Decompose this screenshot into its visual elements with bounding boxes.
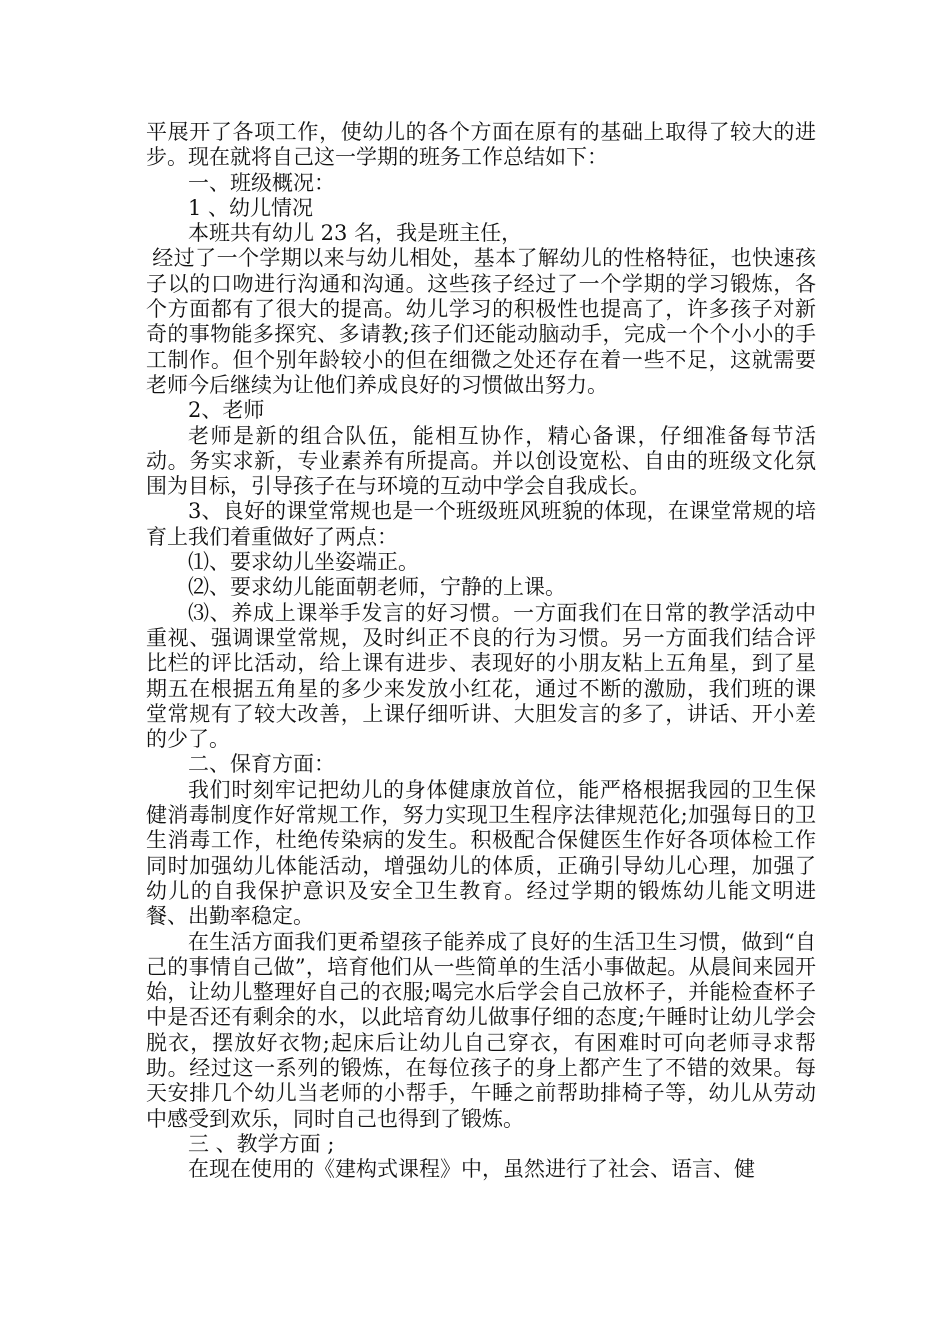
intro-paragraph: 平展开了各项工作，使幼儿的各个方面在原有的基础上取得了较大的进步。现在就将自己这一学期的班务工作总结如下：	[146, 120, 816, 170]
section-heading-class-overview: 一、班级概况：	[188, 170, 335, 195]
section-heading-care: 二、保育方面：	[188, 752, 335, 777]
routine-item-1: ⑴、要求幼儿坐姿端正。	[188, 550, 419, 575]
children-progress-paragraph: 经过了一个学期以来与幼儿相处，基本了解幼儿的性格特征，也快速孩子以的口吻进行沟通和沟通。这些孩子经过了一个学期的学习锻炼，各个方面都有了很大的提高。幼儿学习的积极性也提高了，许多孩子对新奇的事物能多探究、多请教;孩子们还能动脑动手，完成一个个小小的手工制作。但个别年龄较小的但在细微之处还存在着一些不足，这就需要老师今后继续为让他们养成良好的习惯做出努力。	[146, 246, 816, 397]
children-count-paragraph: 本班共有幼儿 23 名，我是班主任，	[188, 221, 523, 246]
routine-item-2: ⑵、要求幼儿能面朝老师，宁静的上课。	[188, 575, 566, 600]
routine-paragraph: 3、良好的课堂常规也是一个班级班风班貌的体现，在课堂常规的培育上我们着重做好了两点：	[146, 499, 816, 549]
subheading-children: 1 、幼儿情况	[188, 195, 314, 220]
care-habits-paragraph: 在生活方面我们更希望孩子能养成了良好的生活卫生习惯，做到“自己的事情自己做”，培育他们从一些简单的生活小事做起。从晨间来园开始，让幼儿整理好自己的衣服;喝完水后学会自己放杯子，并能检查杯子中是否还有剩余的水，以此培育幼儿做事仔细的态度;午睡时让幼儿学会脱衣，摆放好衣物;起床后让幼儿自己穿衣，有困难时可向老师寻求帮助。经过这一系列的锻炼，在每位孩子的身上都产生了不错的效果。每天安排几个幼儿当老师的小帮手，午睡之前帮助排椅子等，幼儿从劳动中感受到欢乐，同时自己也得到了锻炼。	[146, 929, 816, 1131]
section-heading-teaching: 三 、教学方面 ;	[188, 1131, 335, 1156]
teaching-paragraph: 在现在使用的《建构式课程》中，虽然进行了社会、语言、健	[188, 1157, 755, 1182]
routine-item-3: ⑶、养成上课举手发言的好习惯。一方面我们在日常的教学活动中重视、强调课堂常规，及时纠正不良的行为习惯。另一方面我们结合评比栏的评比活动，给上课有进步、表现好的小朋友粘上五角星，到了星期五在根据五角星的多少来发放小红花，通过不断的激励，我们班的课堂常规有了较大改善，上课仔细听讲、大胆发言的多了，讲话、开小差的少了。	[146, 600, 816, 752]
document-body	[146, 120, 816, 1182]
care-health-paragraph: 我们时刻牢记把幼儿的身体健康放首位，能严格根据我园的卫生保健消毒制度作好常规工作，努力实现卫生程序法律规范化;加强每日的卫生消毒工作，杜绝传染病的发生。积极配合保健医生作好各项体检工作同时加强幼儿体能活动，增强幼儿的体质，正确引导幼儿心理，加强了幼儿的自我保护意识及安全卫生教育。经过学期的锻炼幼儿能文明进餐、出勤率稳定。	[146, 777, 816, 929]
teachers-paragraph: 老师是新的组合队伍，能相互协作，精心备课，仔细准备每节活动。务实求新，专业素养有所提高。并以创设宽松、自由的班级文化氛围为目标，引导孩子在与环境的互动中学会自我成长。	[146, 423, 816, 499]
subheading-teachers: 2、老师	[188, 398, 265, 423]
